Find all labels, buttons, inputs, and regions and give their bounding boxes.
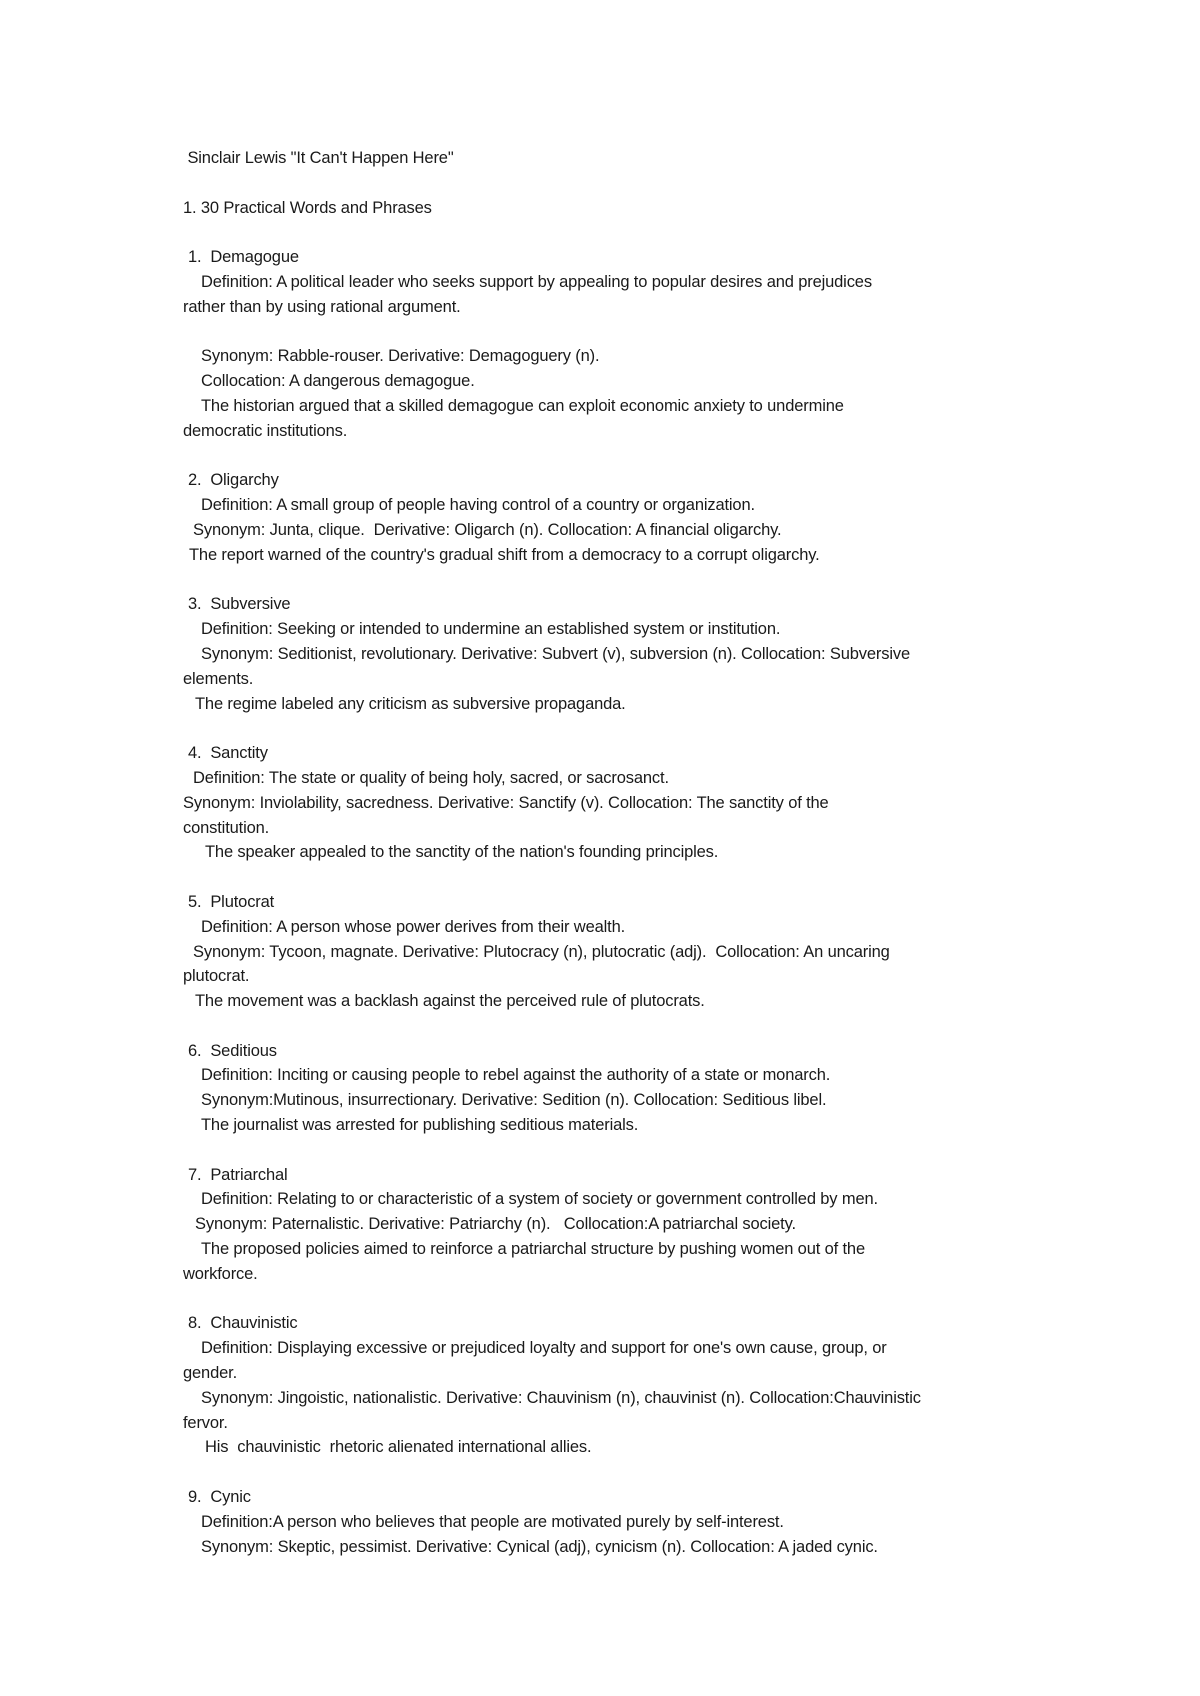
- section-heading: 1. 30 Practical Words and Phrases: [183, 198, 432, 217]
- spacer: [183, 444, 1033, 469]
- spacer: [183, 1460, 1033, 1485]
- vocab-entry-patriarchal: [183, 1163, 1033, 1287]
- entry-synonym: Synonym: Skeptic, pessimist. Derivative: Cynical (adj), cynicism (n). Collocation: A jaded cynic.: [201, 1537, 878, 1556]
- entry-definition: Definition:A person who believes that people are motivated purely by self-interest.: [201, 1512, 784, 1531]
- entry-heading: 8. Chauvinistic: [188, 1314, 298, 1333]
- entry-example: The regime labeled any criticism as subversive propaganda.: [195, 694, 626, 713]
- entry-definition: Definition: Displaying excessive or prejudiced loyalty and support for one's own cause, group, or: [201, 1339, 887, 1358]
- entry-synonym: Synonym: Tycoon, magnate. Derivative: Plutocracy (n), plutocratic (adj). Collocation: An uncaring: [193, 942, 890, 961]
- entry-heading: 1. Demagogue: [188, 248, 299, 267]
- vocab-entry-cynic: [183, 1485, 1033, 1559]
- entry-definition: Definition: Seeking or intended to undermine an established system or institution.: [201, 620, 781, 639]
- spacer: [183, 320, 1033, 345]
- spacer: [183, 716, 1033, 741]
- entry-synonym: Synonym: Paternalistic. Derivative: Patriarchy (n). Collocation:A patriarchal society.: [195, 1215, 796, 1234]
- entry-synonym: Synonym: Junta, clique. Derivative: Oligarch (n). Collocation: A financial oligarchy.: [193, 520, 782, 539]
- entry-heading: 5. Plutocrat: [188, 892, 275, 911]
- vocab-entry-sanctity: [183, 741, 1033, 865]
- vocab-entry-seditious: [183, 1039, 1033, 1138]
- entry-synonym: Synonym: Inviolability, sacredness. Derivative: Sanctify (v). Collocation: The sanctity of the: [183, 793, 829, 812]
- entry-example-cont: workforce.: [183, 1264, 258, 1283]
- entry-heading: 7. Patriarchal: [188, 1165, 288, 1184]
- entry-synonym: Synonym: Rabble-rouser. Derivative: Demagoguery (n).: [201, 347, 600, 366]
- entry-heading: 3. Subversive: [188, 595, 291, 614]
- spacer: [183, 1287, 1033, 1312]
- entry-synonym-cont: plutocrat.: [183, 967, 250, 986]
- entry-definition: Definition: A person whose power derives from their wealth.: [201, 917, 626, 936]
- spacer: [183, 1138, 1033, 1163]
- entry-example: The journalist was arrested for publishing seditious materials.: [201, 1116, 639, 1135]
- document-body: [183, 146, 1033, 1559]
- entry-heading: 6. Seditious: [188, 1041, 277, 1060]
- entry-example: The report warned of the country's gradual shift from a democracy to a corrupt oligarchy.: [189, 545, 820, 564]
- spacer: [183, 220, 1033, 245]
- entry-definition: Definition: Inciting or causing people to rebel against the authority of a state or monarch.: [201, 1066, 831, 1085]
- spacer: [183, 1014, 1033, 1039]
- vocab-entry-plutocrat: [183, 890, 1033, 1014]
- entry-example: The historian argued that a skilled demagogue can exploit economic anxiety to undermine: [201, 396, 844, 415]
- entry-example-cont: democratic institutions.: [183, 421, 348, 440]
- entry-example: The proposed policies aimed to reinforce a patriarchal structure by pushing women out of the: [201, 1240, 865, 1259]
- entry-example: The movement was a backlash against the perceived rule of plutocrats.: [195, 992, 705, 1011]
- entry-example: His chauvinistic rhetoric alienated international allies.: [205, 1438, 592, 1457]
- entry-heading: 9. Cynic: [188, 1488, 251, 1507]
- entry-synonym: Synonym: Jingoistic, nationalistic. Derivative: Chauvinism (n), chauvinist (n). Collocation:Chauvinistic: [201, 1388, 921, 1407]
- entry-heading: 4. Sanctity: [188, 744, 268, 763]
- entry-heading: 2. Oligarchy: [188, 471, 279, 490]
- vocab-entry-oligarchy: [183, 468, 1033, 567]
- entry-collocation: Collocation: A dangerous demagogue.: [201, 372, 475, 391]
- spacer: [183, 568, 1033, 593]
- spacer: [183, 865, 1033, 890]
- entry-definition-cont: gender.: [183, 1364, 238, 1383]
- vocab-entry-demagogue: [183, 245, 1033, 443]
- entry-synonym-cont: fervor.: [183, 1413, 228, 1432]
- vocab-entry-chauvinistic: [183, 1311, 1033, 1460]
- entry-definition: Definition: The state or quality of being holy, sacred, or sacrosanct.: [193, 768, 669, 787]
- vocab-entry-subversive: [183, 592, 1033, 716]
- entry-synonym: Synonym:Mutinous, insurrectionary. Derivative: Sedition (n). Collocation: Seditious libel.: [201, 1091, 827, 1110]
- entry-definition: Definition: A political leader who seeks support by appealing to popular desires and prejudices: [201, 272, 872, 291]
- entry-example: The speaker appealed to the sanctity of the nation's founding principles.: [205, 843, 719, 862]
- entry-definition: Definition: A small group of people having control of a country or organization.: [201, 496, 755, 515]
- entry-synonym-cont: constitution.: [183, 818, 270, 837]
- spacer: [183, 171, 1033, 196]
- entry-synonym-cont: elements.: [183, 669, 254, 688]
- entry-definition-cont: rather than by using rational argument.: [183, 297, 461, 316]
- document-title: Sinclair Lewis "It Can't Happen Here": [183, 149, 454, 167]
- entry-definition: Definition: Relating to or characteristic of a system of society or government controlled by men.: [201, 1190, 878, 1209]
- entry-synonym: Synonym: Seditionist, revolutionary. Derivative: Subvert (v), subversion (n). Collocation: Subversive: [201, 644, 911, 663]
